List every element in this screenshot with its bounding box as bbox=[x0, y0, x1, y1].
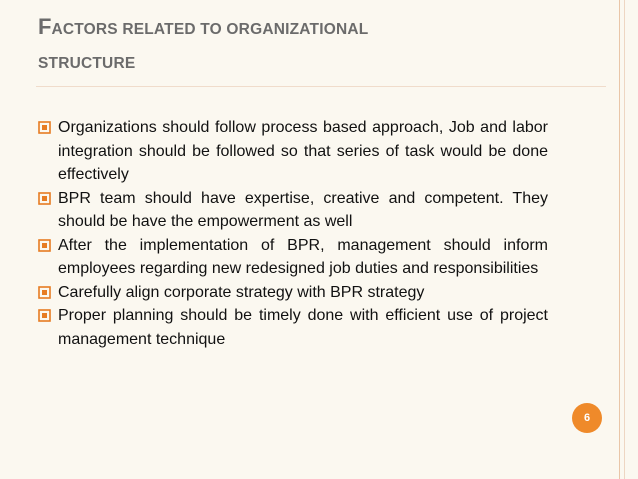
square-target-icon bbox=[38, 309, 51, 322]
title-divider bbox=[36, 86, 606, 87]
bullet-item bbox=[38, 187, 548, 234]
square-target-icon bbox=[38, 286, 51, 299]
bullet-text: Proper planning should be timely done with efficient use of project management technique bbox=[58, 307, 548, 348]
bullet-text: Carefully align corporate strategy with BPR strategy bbox=[58, 283, 425, 301]
bullet-text: BPR team should have expertise, creative and competent. They should be have the empowerment as well bbox=[58, 189, 548, 230]
bullet-text: After the implementation of BPR, management should inform employees regarding new redesigned job duties and responsibilities bbox=[58, 236, 548, 277]
slide-title bbox=[38, 10, 558, 81]
bullet-item bbox=[38, 281, 548, 305]
title-line-1: ACTORS RELATED TO ORGANIZATIONAL bbox=[51, 21, 369, 38]
right-border-decoration bbox=[619, 0, 638, 479]
bullet-item bbox=[38, 116, 548, 187]
square-target-icon bbox=[38, 192, 51, 205]
square-target-icon bbox=[38, 121, 51, 134]
bullet-list bbox=[38, 116, 548, 351]
bullet-item bbox=[38, 304, 548, 351]
page-number-badge: 6 bbox=[572, 403, 602, 433]
bullet-item bbox=[38, 234, 548, 281]
title-line-2: STRUCTURE bbox=[38, 55, 136, 72]
square-target-icon bbox=[38, 239, 51, 252]
bullet-text: Organizations should follow process based approach, Job and labor integration should be followed so that series of task would be done effectively bbox=[58, 119, 548, 183]
title-initial: F bbox=[38, 14, 52, 39]
